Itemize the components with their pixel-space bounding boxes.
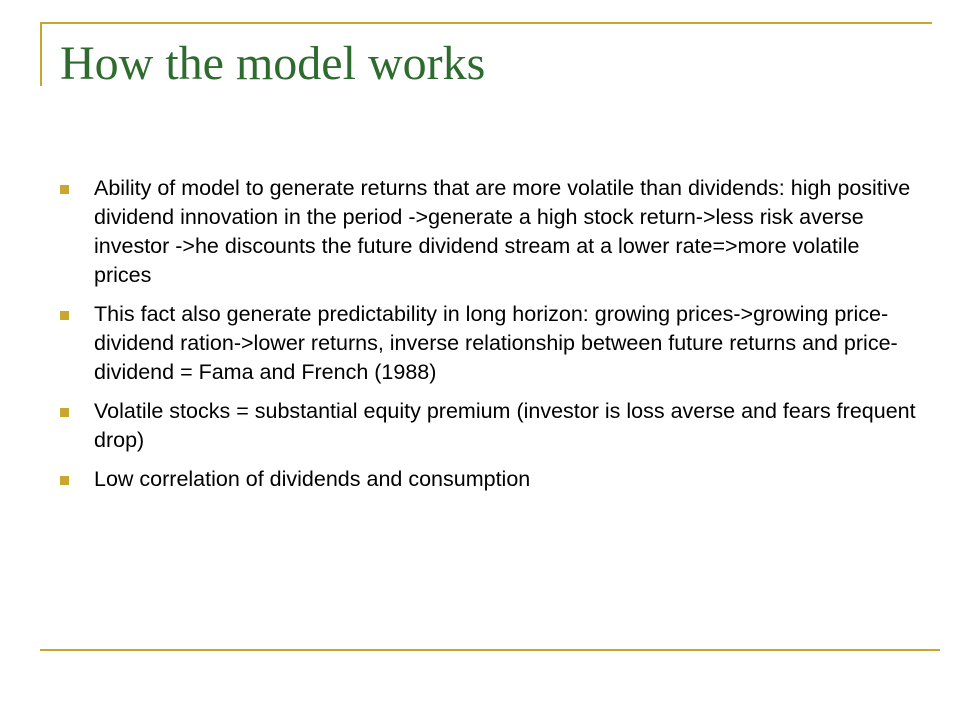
- slide-title: How the model works: [60, 37, 486, 90]
- bullet-item: [60, 397, 920, 455]
- bullet-text: Low correlation of dividends and consumption: [94, 467, 531, 491]
- bullet-text: Volatile stocks = substantial equity premium (investor is loss averse and fears frequent drop): [94, 399, 916, 452]
- bullet-item: [60, 300, 920, 387]
- bottom-decorative-rule: [40, 649, 940, 651]
- bullet-text: This fact also generate predictability in long horizon: growing prices->growing price-dividend ration->lower returns, inverse relationship between future returns and price-dividend = Fama and French (1988): [94, 302, 898, 384]
- top-decorative-rule: [40, 22, 932, 24]
- left-decorative-rule: [40, 22, 42, 86]
- bullet-item: [60, 174, 920, 290]
- bullet-item: [60, 465, 920, 494]
- square-bullet-icon: [60, 476, 69, 485]
- square-bullet-icon: [60, 408, 69, 417]
- square-bullet-icon: [60, 185, 69, 194]
- square-bullet-icon: [60, 311, 69, 320]
- bullet-text: Ability of model to generate returns that are more volatile than dividends: high positive dividend innovation in the period ->generate a high stock return->less risk averse investor ->he discounts the future dividend stream at a lower rate=>more volatile prices: [94, 176, 911, 287]
- bullet-list: [60, 174, 920, 504]
